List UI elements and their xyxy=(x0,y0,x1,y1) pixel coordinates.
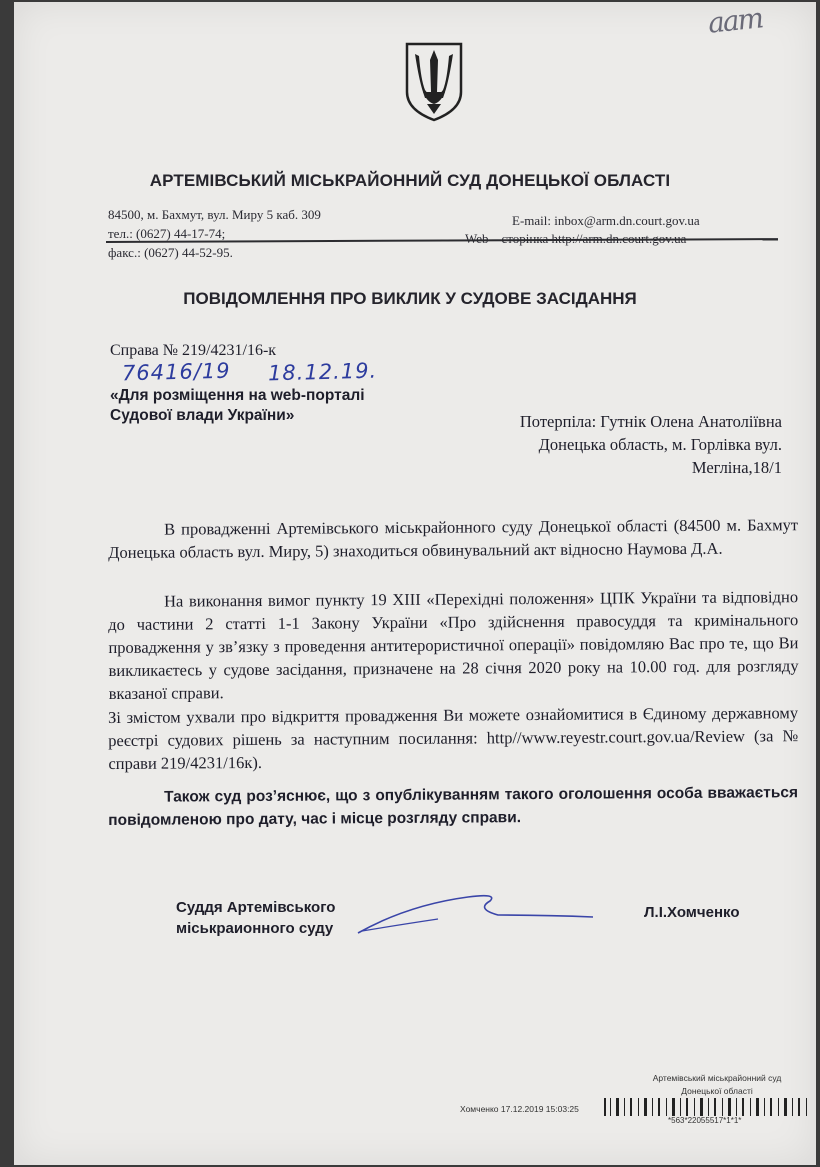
judge-title-line-1: Суддя Артемівського xyxy=(176,899,336,916)
footer-court-line-2: Донецької області xyxy=(681,1086,753,1096)
addressee-block xyxy=(520,410,782,479)
handwritten-signature xyxy=(348,885,598,945)
court-address: 84500, м. Бахмут, вул. Миру 5 каб. 309 xyxy=(108,207,321,222)
court-phone: тел.: (0627) 44-17-74; xyxy=(108,226,226,241)
victim-address-2: Мегліна,18/1 xyxy=(691,458,782,477)
victim-name: Потерпіла: Гутнік Олена Анатоліївна xyxy=(519,412,782,431)
judge-title-line-2: міськраионного суду xyxy=(176,920,334,937)
paragraph-registry-link: Зі змістом ухвали про відкриття провадження Ви можете ознайомитися в Єдиному державному реєстрі судових рішень за наступним посилання: http//www.reyestr.court.gov.ua/Review (за № справи 219/4231/16к). xyxy=(108,703,799,773)
handwritten-date: 18.12.19. xyxy=(267,358,378,386)
paragraph-summons: На виконання вимог пункту 19 XIII «Перехідні положення» ЦПК України та відповідно до частини 2 статті 1-1 Закону України «Про здійснення правосуддя та кримінального провадження у зв’язку з проведення антитерористичної операції» повідомляю Вас про те, що Ви викликаєтесь у судове засідання, призначене на 28 січня 2020 року на 10.00 год. для розгляду вказаної справи. xyxy=(108,587,799,703)
barcode-icon xyxy=(604,1096,814,1118)
footer-court-name xyxy=(612,1072,820,1098)
footer-timestamp: Хомченко 17.12.2019 15:03:25 xyxy=(460,1104,579,1114)
web-portal-note xyxy=(110,386,430,426)
court-name: АРТЕМІВСЬКИЙ МІСЬКРАЙОННИЙ СУД ДОНЕЦЬКОЇ ОБЛАСТІ xyxy=(149,171,671,190)
document-title: ПОВІДОМЛЕННЯ ПРО ВИКЛИК У СУДОВЕ ЗАСІДАННЯ xyxy=(183,289,637,308)
case-number: Справа № 219/4231/16-к xyxy=(110,342,277,359)
judge-name: Л.І.Хомченко xyxy=(644,904,740,921)
trident-icon xyxy=(403,40,465,122)
handwritten-reference: 76416/19 xyxy=(121,358,231,386)
corner-handwritten-mark: аат xyxy=(706,1,764,40)
court-email: E-mail: inbox@arm.dn.court.gov.ua xyxy=(512,213,700,228)
footer-court-line-1: Артемівський міськрайонний суд xyxy=(652,1073,782,1083)
web-note-line-2: Судової влади України» xyxy=(110,407,295,424)
court-website: Web – сторінка http://arm.dn.court.gov.ua xyxy=(465,231,687,246)
court-fax: факс.: (0627) 44-52-95. xyxy=(108,245,233,260)
paragraph-notice: Також суд роз’яснює, що з опублікуванням такого оголошення особа вважається повідомленою про дату, час і місце розгляду справи. xyxy=(108,784,799,829)
victim-address-1: Донецька область, м. Горлівка вул. xyxy=(538,435,782,454)
barcode-number: *563*22055517*1*1* xyxy=(668,1116,742,1125)
web-note-line-1: «Для розміщення на web-порталі xyxy=(110,387,365,404)
paragraph-proceedings: В провадженні Артемівського міськрайонного суду Донецької області (84500 м. Бахмут Донецька область вул. Миру, 5) знаходиться обвинувальний акт відносно Наумова Д.А. xyxy=(108,515,799,562)
judge-title xyxy=(176,897,335,939)
